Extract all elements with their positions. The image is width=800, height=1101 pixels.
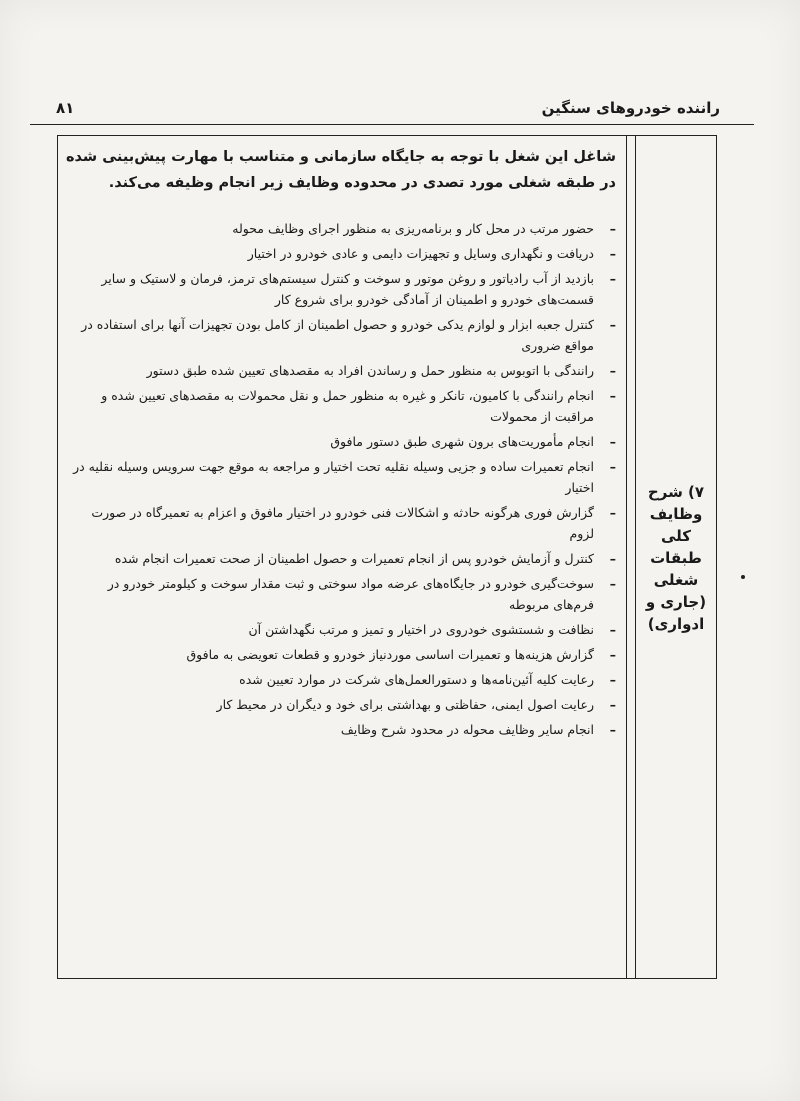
duty-item	[66, 669, 616, 690]
duty-text: سوخت‌گیری خودرو در جایگاه‌های عرضه مواد سوختی و ثبت مقدار سوخت و کیلومتر خودرو در فرم‌های مربوطه	[107, 576, 594, 612]
duty-item	[66, 314, 616, 356]
row-label-line: شغلی	[653, 571, 699, 589]
dash-bullet: –	[609, 647, 616, 662]
dash-bullet: –	[609, 672, 616, 687]
intro-paragraph: شاغل این شغل با توجه به جایگاه سازمانی و متناسب با مهارت پیش‌بینی شده در طبقه شغلی مورد تصدی در محدوده وظایف زیر انجام وظیفه می‌کند.	[66, 149, 616, 191]
duty-item	[66, 548, 616, 569]
dash-bullet: –	[609, 388, 616, 403]
duty-text: نظافت و شستشوی خودروی در اختیار و تمیز و مرتب نگهداشتن آن	[248, 622, 594, 637]
duty-item	[66, 719, 616, 740]
dash-bullet: –	[609, 221, 616, 236]
duty-item	[66, 431, 616, 452]
row-label-line: وظایف	[649, 505, 703, 523]
row-label-line: کلی	[660, 527, 692, 545]
duty-text: کنترل و آزمایش خودرو پس از انجام تعمیرات و حصول اطمینان از صحت تعمیرات انجام شده	[114, 551, 594, 566]
duty-text: رعایت کلیه آئین‌نامه‌ها و دستورالعمل‌های شرکت در موارد تعیین شده	[239, 672, 594, 687]
row-label-line: ادواری)	[647, 615, 705, 633]
duty-text: رعایت اصول ایمنی، حفاظتی و بهداشتی برای خود و دیگران در محیط کار	[216, 697, 594, 712]
dash-bullet: –	[609, 246, 616, 261]
dash-bullet: –	[609, 697, 616, 712]
duty-item	[66, 243, 616, 264]
duty-text: انجام تعمیرات ساده و جزیی وسیله نقلیه تحت اختیار و مراجعه به موقع جهت سرویس وسیله نقلیه در اختیار	[73, 459, 594, 495]
duty-text: انجام رانندگی با کامیون، تانکر و غیره به منظور حمل و نقل محمولات به مقصدهای تعیین شده و مراقبت از محمولات	[101, 388, 594, 424]
duty-text: کنترل جعبه ابزار و لوازم یدکی خودرو و حصول اطمینان از کامل بودن تجهیزات آنها برای استفاده در مواقع ضروری	[81, 317, 594, 353]
page-header	[48, 95, 720, 125]
row-label-line: ۷) شرح	[647, 483, 705, 501]
dash-bullet: –	[609, 317, 616, 332]
duty-item	[66, 619, 616, 640]
dash-bullet: –	[609, 551, 616, 566]
duty-text: دریافت و نگهداری وسایل و تجهیزات دایمی و عادی خودرو در اختیار	[247, 246, 594, 261]
duties-content	[66, 144, 616, 744]
dash-bullet: –	[609, 434, 616, 449]
page-number: ۸۱	[56, 99, 75, 117]
duty-text: حضور مرتب در محل کار و برنامه‌ریزی به منظور اجرای وظایف محوله	[232, 221, 594, 236]
duty-item	[66, 218, 616, 239]
row-label-line: طبقات	[650, 549, 702, 567]
dash-bullet: –	[609, 459, 616, 474]
column-separator-outer	[626, 136, 627, 978]
duties-table	[57, 135, 717, 979]
dash-bullet: –	[609, 363, 616, 378]
row-label	[636, 481, 716, 635]
duties-list	[66, 218, 616, 740]
running-title: راننده خودروهای سنگین	[541, 99, 720, 117]
duty-text: انجام سایر وظایف محوله در محدود شرح وظایف	[340, 722, 594, 737]
duty-item	[66, 268, 616, 310]
row-label-line: (جاری و	[645, 593, 707, 611]
duty-item	[66, 573, 616, 615]
dash-bullet: –	[609, 622, 616, 637]
duty-text: گزارش فوری هرگونه حادثه و اشکالات فنی خودرو در اختیار مافوق و اعزام به تعمیرگاه در صورت لزوم	[91, 505, 594, 541]
duty-text: بازدید از آب رادیاتور و روغن موتور و سوخت و کنترل سیستم‌های ترمز، فرمان و لاستیک و سایر قسمت‌های خودرو و اطمینان از آمادگی خودرو برای شروع کار	[101, 271, 594, 307]
scan-speck	[741, 575, 745, 579]
dash-bullet: –	[609, 576, 616, 591]
duty-item	[66, 502, 616, 544]
duty-text: گزارش هزینه‌ها و تعمیرات اساسی موردنیاز خودرو و قطعات تعویضی به مافوق	[186, 647, 594, 662]
duty-item	[66, 456, 616, 498]
duty-text: انجام مأموریت‌های برون شهری طبق دستور مافوق	[330, 434, 594, 449]
dash-bullet: –	[609, 722, 616, 737]
dash-bullet: –	[609, 271, 616, 286]
duty-text: رانندگی با اتوبوس به منظور حمل و رساندن افراد به مقصدهای تعیین شده طبق دستور	[146, 363, 594, 378]
dash-bullet: –	[609, 505, 616, 520]
duty-item	[66, 360, 616, 381]
duty-item	[66, 694, 616, 715]
header-rule	[30, 124, 754, 125]
duty-item	[66, 644, 616, 665]
duty-item	[66, 385, 616, 427]
